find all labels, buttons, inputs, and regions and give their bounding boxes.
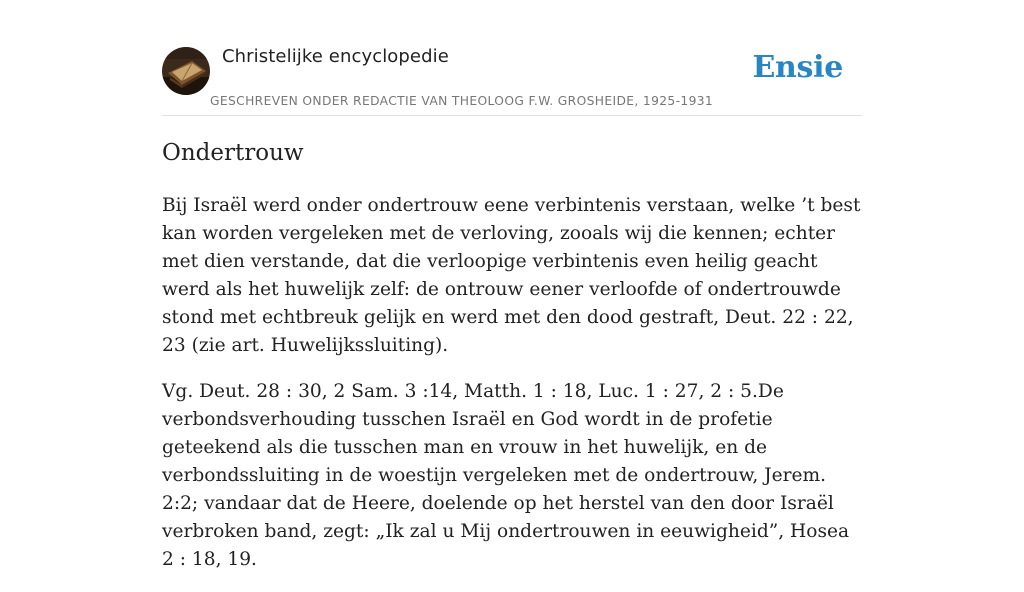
- ensie-logo-link[interactable]: Ensie: [752, 50, 843, 85]
- header-divider: [162, 115, 862, 116]
- source-header: [162, 44, 862, 116]
- source-subtitle: GESCHREVEN ONDER REDACTIE VAN THEOLOOG F.W. GROSHEIDE, 1925-1931: [210, 94, 714, 108]
- article-body: [162, 192, 862, 592]
- paragraph: Vg. Deut. 28 : 30, 2 Sam. 3 :14, Matth. 1 : 18, Luc. 1 : 27, 2 : 5.De verbondsverhouding tusschen Israël en God wordt in de profetie geteekend als die tusschen man en vrouw in het huwelijk, en de verbondssluiting in de woestijn vergeleken met de ondertrouw, Jerem. 2:2; vandaar dat de Heere, doelende op het herstel van den door Israël verbroken band, zegt: „Ik zal u Mij ondertrouwen in eeuwigheid”, Hosea 2 : 18, 19.: [162, 381, 850, 570]
- paragraph: Bij Israël werd onder ondertrouw eene verbintenis verstaan, welke ’t best kan worden vergeleken met de verloving, zooals wij die kennen; echter met dien verstande, dat die verloopige verbintenis even heilig geacht werd als het huwelijk zelf: de ontrouw eener verloofde of ondertrouwde stond met echtbreuk gelijk en werd met den dood gestraft, Deut. 22 : 22, 23 (zie art. Huwelijkssluiting).: [162, 195, 861, 356]
- source-name[interactable]: Christelijke encyclopedie: [222, 46, 449, 67]
- article-title: Ondertrouw: [162, 140, 304, 166]
- book-avatar-icon[interactable]: [162, 47, 210, 95]
